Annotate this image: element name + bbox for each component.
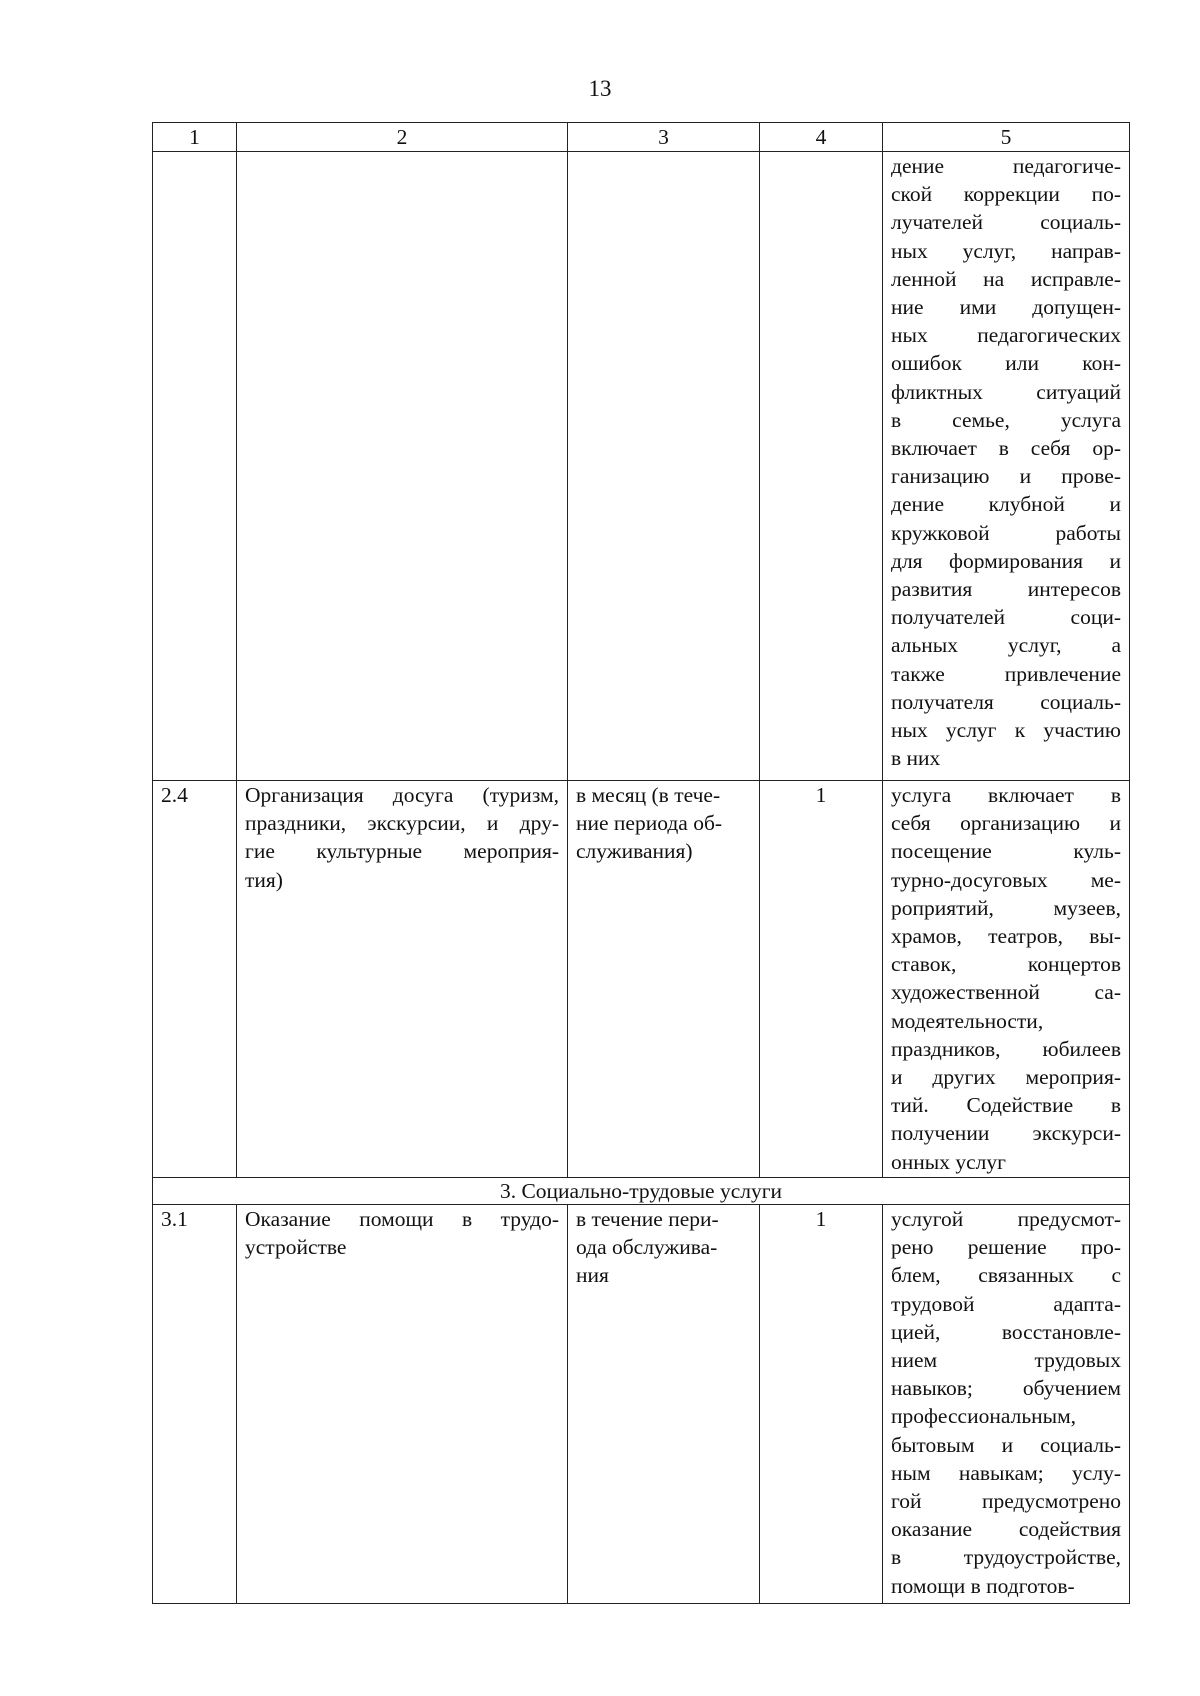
service-description-cell [883, 1205, 1130, 1604]
cell-text [891, 781, 1121, 1176]
cell-text [576, 1205, 751, 1290]
text-line: ным навыкам; услу- [891, 1460, 1121, 1485]
text-line: ных педагогических [891, 323, 1121, 348]
column-header-5: 5 [883, 123, 1130, 152]
text-line: посещение куль- [891, 839, 1121, 864]
text-line: Оказание помощи в трудо- [245, 1207, 559, 1231]
services-table [152, 122, 1130, 1604]
cell-text [891, 152, 1121, 772]
text-line: лучателей социаль- [891, 210, 1121, 235]
text-line: ных услуг к участию [891, 718, 1121, 743]
row-number-cell: 2.4 [153, 781, 237, 1178]
text-line: в месяц (в тече- [576, 783, 721, 807]
text-line: нием трудовых [891, 1348, 1121, 1373]
text-line: развития интересов [891, 577, 1121, 602]
text-line: храмов, театров, вы- [891, 924, 1121, 949]
text-line: онных услуг [891, 1149, 1006, 1174]
text-line: турно-досуговых ме- [891, 867, 1121, 892]
row-number-cell [153, 152, 237, 781]
text-line: тия) [245, 867, 283, 892]
section-row [153, 1178, 1130, 1205]
text-line: праздников, юбилеев [891, 1036, 1121, 1061]
text-line: ошибок или кон- [891, 351, 1121, 376]
text-line: себя организацию и [891, 811, 1121, 836]
text-line: ода обслужива- [576, 1235, 718, 1260]
text-line: ние ими допущен- [891, 295, 1121, 320]
text-line: ленной на исправле- [891, 266, 1121, 291]
column-header-4: 4 [760, 123, 883, 152]
text-line: помощи в подготов- [891, 1573, 1075, 1598]
page-number: 13 [588, 76, 612, 101]
text-line: оказание содействия [891, 1517, 1121, 1542]
text-line: кружковой работы [891, 520, 1121, 545]
text-line: Организация досуга (туризм, [245, 783, 559, 807]
text-line: гие культурные мероприя- [245, 839, 559, 864]
text-line: навыков; обучением [891, 1376, 1121, 1401]
text-line: художественной са- [891, 980, 1121, 1005]
text-line: профессиональным, [891, 1404, 1077, 1429]
text-line: в них [891, 746, 941, 771]
service-quantity-cell: 1 [760, 1205, 883, 1604]
text-line: включает в себя ор- [891, 436, 1121, 461]
text-line: устройстве [245, 1235, 347, 1260]
text-line: трудовой адапта- [891, 1291, 1121, 1316]
text-line: для формирования и [891, 548, 1121, 573]
text-line: в трудоустройстве, [891, 1545, 1121, 1570]
text-line: дение клубной и [891, 492, 1121, 517]
cell-text [245, 781, 559, 894]
text-line: модеятельности, [891, 1008, 1044, 1033]
service-period-cell [568, 781, 760, 1178]
service-period-cell [568, 1205, 760, 1604]
text-line: фликтных ситуаций [891, 379, 1121, 404]
text-line: получателя социаль- [891, 689, 1121, 714]
service-description-cell [883, 152, 1130, 781]
text-line: служивания) [576, 839, 693, 864]
text-line: гой предусмотрено [891, 1489, 1121, 1514]
service-quantity-cell: 1 [760, 781, 883, 1178]
service-name-cell [237, 152, 568, 781]
column-header-1: 1 [153, 123, 237, 152]
row-number-cell: 3.1 [153, 1205, 237, 1604]
section-title: 3. Социально-трудовые услуги [153, 1178, 1130, 1205]
text-line: бытовым и социаль- [891, 1432, 1121, 1457]
text-line: роприятий, музеев, [891, 895, 1121, 920]
column-header-3: 3 [568, 123, 760, 152]
text-line: праздники, экскурсии, и дру- [245, 811, 559, 836]
text-line: также привлечение [891, 661, 1121, 686]
text-line: альных услуг, а [891, 633, 1121, 658]
text-line: тий. Содействие в [891, 1093, 1121, 1118]
cell-text [245, 1205, 559, 1261]
text-line: рено решение про- [891, 1235, 1121, 1260]
text-line: получателей соци- [891, 605, 1121, 630]
text-line: ставок, концертов [891, 952, 1121, 977]
text-line: блем, связанных с [891, 1263, 1121, 1288]
text-line: ской коррекции по- [891, 182, 1121, 207]
column-header-2: 2 [237, 123, 568, 152]
text-line: в семье, услуга [891, 407, 1121, 432]
service-period-cell [568, 152, 760, 781]
service-description-cell [883, 781, 1130, 1178]
table-header-row [153, 123, 1130, 152]
service-quantity-cell [760, 152, 883, 781]
table-row-continuation [153, 152, 1130, 781]
cell-text [576, 781, 751, 866]
service-name-cell [237, 1205, 568, 1604]
text-line: услугой предусмот- [891, 1207, 1121, 1231]
table-row-2-4 [153, 781, 1130, 1178]
text-line: получении экскурси- [891, 1121, 1121, 1146]
service-name-cell [237, 781, 568, 1178]
text-line: цией, восстановле- [891, 1319, 1121, 1344]
text-line: и других мероприя- [891, 1065, 1121, 1090]
text-line: ние периода об- [576, 811, 723, 836]
text-line: в течение пери- [576, 1207, 719, 1231]
text-line: ния [576, 1263, 609, 1288]
text-line: ных услуг, направ- [891, 238, 1121, 263]
text-line: услуга включает в [891, 783, 1121, 807]
text-line: дение педагогиче- [891, 154, 1121, 178]
text-line: ганизацию и прове- [891, 464, 1121, 489]
table-row-3-1 [153, 1205, 1130, 1604]
cell-text [891, 1205, 1121, 1600]
